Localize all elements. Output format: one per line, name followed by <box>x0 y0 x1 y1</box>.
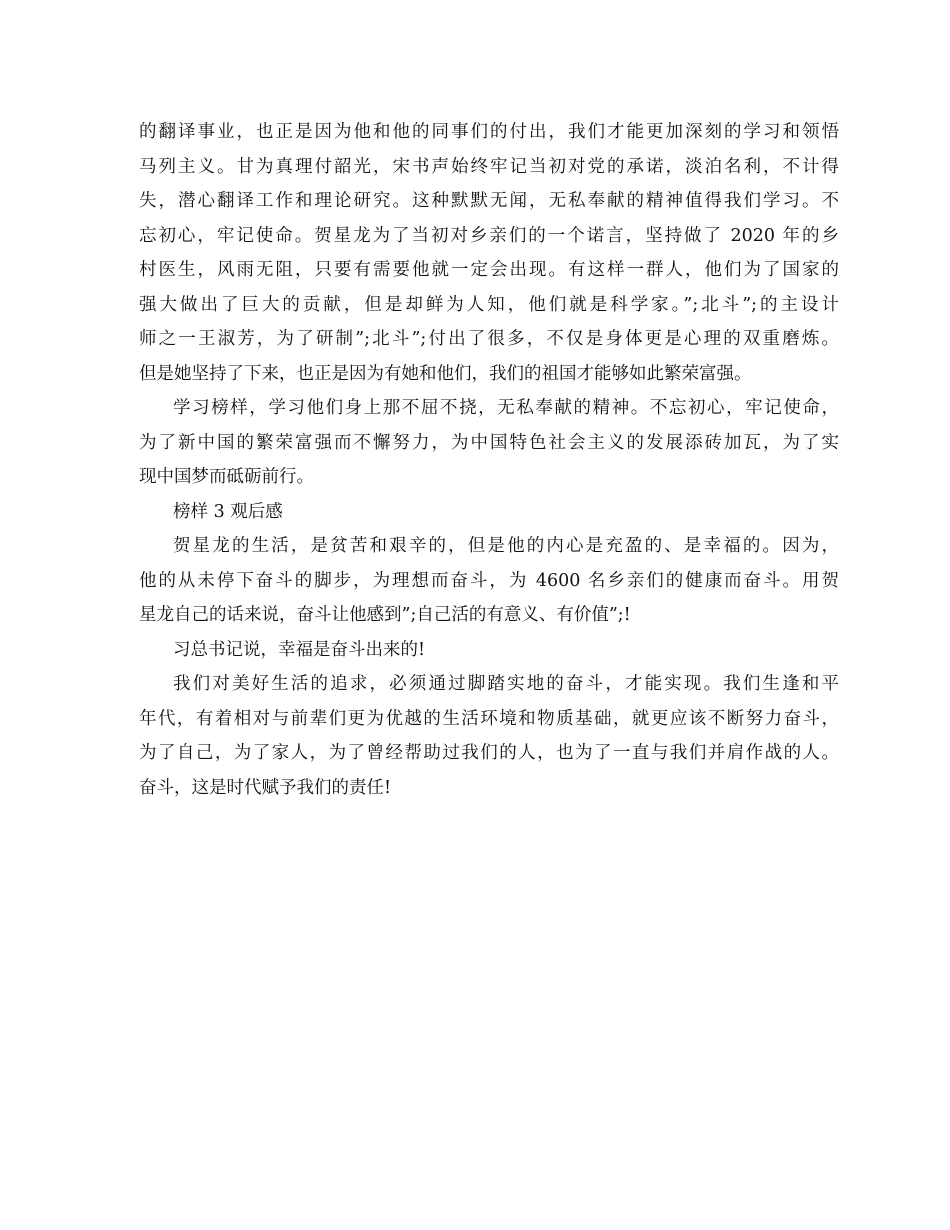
text-line: 的翻译事业，也正是因为他和他的同事们的付出，我们才能更加深刻的学习和领悟 <box>139 122 839 142</box>
text-line: 奋斗，这是时代赋予我们的责任! <box>139 777 392 798</box>
text-line: 但是她坚持了下来，也正是因为有她和他们，我们的祖国才能够如此繁荣富强。 <box>139 363 752 384</box>
text-line: 现中国梦而砥砺前行。 <box>139 467 314 487</box>
text-line: 村医生，风雨无阻，只要有需要他就一定会出现。有这样一群人，他们为了国家的 <box>139 260 839 280</box>
text-line: 师之一王淑芳，为了研制”;北斗”;付出了很多，不仅是身体更是心理的双重磨炼。 <box>139 329 839 349</box>
section-heading: 榜样 3 观后感 <box>173 501 283 522</box>
paragraph-start-line: 学习榜样，学习他们身上那不屈不挠，无私奉献的精神。不忘初心，牢记使命， <box>173 398 839 418</box>
text-line: 强大做出了巨大的贡献，但是却鲜为人知，他们就是科学家。”;北斗”;的主设计 <box>139 294 839 315</box>
paragraph-start-line: 习总书记说，幸福是奋斗出来的! <box>173 639 426 660</box>
text-line: 星龙自己的话来说，奋斗让他感到”;自己活的有意义、有价值”;! <box>139 605 631 625</box>
paragraph-start-line: 我们对美好生活的追求，必须通过脚踏实地的奋斗，才能实现。我们生逢和平 <box>173 674 839 694</box>
text-line: 忘初心，牢记使命。贺星龙为了当初对乡亲们的一个诺言，坚持做了 2020 年的乡 <box>139 225 839 246</box>
paragraph-start-line: 贺星龙的生活，是贫苦和艰辛的，但是他的内心是充盈的、是幸福的。因为， <box>173 536 839 556</box>
document-body <box>139 115 839 805</box>
text-line: 他的从未停下奋斗的脚步，为理想而奋斗，为 4600 名乡亲们的健康而奋斗。用贺 <box>139 570 839 591</box>
text-line: 失，潜心翻译工作和理论研究。这种默默无闻，无私奉献的精神值得我们学习。不 <box>139 191 839 211</box>
text-line: 为了新中国的繁荣富强而不懈努力，为中国特色社会主义的发展添砖加瓦，为了实 <box>139 432 839 453</box>
text-line: 为了自己，为了家人，为了曾经帮助过我们的人，也为了一直与我们并肩作战的人。 <box>139 743 839 763</box>
text-line: 年代，有着相对与前辈们更为优越的生活环境和物质基础，就更应该不断努力奋斗， <box>139 708 839 729</box>
text-line: 马列主义。甘为真理付韶光，宋书声始终牢记当初对党的承诺，淡泊名利，不计得 <box>139 156 839 177</box>
